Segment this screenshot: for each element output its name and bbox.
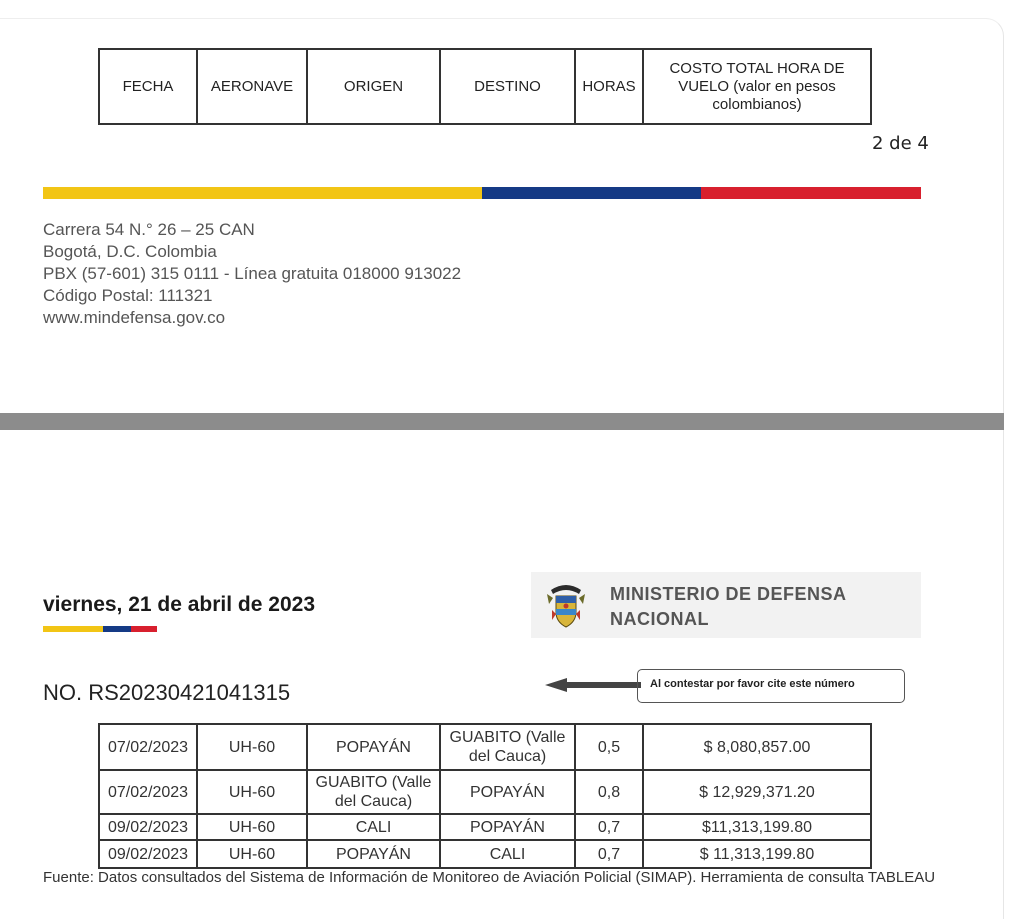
cell-horas: 0,5 <box>575 724 643 770</box>
flights-table <box>98 723 872 869</box>
col-costo: COSTO TOTAL HORA DE VUELO (valor en pesos colombianos) <box>643 49 871 124</box>
cell-fecha: 09/02/2023 <box>99 840 197 868</box>
cell-aeronave: UH-60 <box>197 724 307 770</box>
address-line: Código Postal: 111321 <box>43 286 213 305</box>
page-separator <box>0 413 1004 430</box>
ministry-header <box>531 572 921 638</box>
address-line: Carrera 54 N.° 26 – 25 CAN <box>43 220 255 239</box>
cell-horas: 0,7 <box>575 814 643 840</box>
left-arrow-icon <box>545 677 641 693</box>
cell-horas: 0,7 <box>575 840 643 868</box>
ministry-name-line: MINISTERIO DE DEFENSA <box>610 584 847 604</box>
flag-blue <box>103 626 131 632</box>
table-row <box>99 814 871 840</box>
flag-red <box>131 626 157 632</box>
website-link[interactable]: www.mindefensa.gov.co <box>43 308 226 327</box>
cell-origen: CALI <box>307 814 440 840</box>
cell-costo: $ 8,080,857.00 <box>643 724 871 770</box>
cell-fecha: 09/02/2023 <box>99 814 197 840</box>
ministry-name-line: NACIONAL <box>610 609 709 629</box>
table-row <box>99 840 871 868</box>
radicado-number: NO. RS20230421041315 <box>43 680 291 705</box>
cell-origen: POPAYÁN <box>307 840 440 868</box>
address-line: PBX (57-601) 315 0111 - Línea gratuita 018000 913022 <box>43 264 462 283</box>
mini-flag-stripe <box>43 626 157 632</box>
cite-note-box: Al contestar por favor cite este número <box>637 669 905 703</box>
col-aeronave: AERONAVE <box>197 49 307 124</box>
source-note: Fuente: Datos consultados del Sistema de Información de Monitoreo de Aviación Policial (SIMAP). Herramienta de consulta TABLEAU <box>43 869 936 886</box>
col-horas: HORAS <box>575 49 643 124</box>
flag-yellow <box>43 187 482 199</box>
cell-origen: POPAYÁN <box>307 724 440 770</box>
cell-costo: $ 11,313,199.80 <box>643 840 871 868</box>
header-row <box>99 49 871 124</box>
cell-destino: POPAYÁN <box>440 814 575 840</box>
cell-costo: $11,313,199.80 <box>643 814 871 840</box>
cell-horas: 0,8 <box>575 770 643 814</box>
cell-destino: POPAYÁN <box>440 770 575 814</box>
col-destino: DESTINO <box>440 49 575 124</box>
flag-stripe <box>43 187 921 199</box>
cell-destino: GUABITO (Valle del Cauca) <box>440 724 575 770</box>
cell-destino: CALI <box>440 840 575 868</box>
cell-fecha: 07/02/2023 <box>99 724 197 770</box>
cell-costo: $ 12,929,371.20 <box>643 770 871 814</box>
table-row <box>99 724 871 770</box>
flag-blue <box>482 187 701 199</box>
cell-aeronave: UH-60 <box>197 770 307 814</box>
cell-aeronave: UH-60 <box>197 840 307 868</box>
cell-aeronave: UH-60 <box>197 814 307 840</box>
col-origen: ORIGEN <box>307 49 440 124</box>
address-block <box>43 219 461 329</box>
col-fecha: FECHA <box>99 49 197 124</box>
cell-origen: GUABITO (Valle del Cauca) <box>307 770 440 814</box>
document-page-top <box>0 18 1004 413</box>
address-line: Bogotá, D.C. Colombia <box>43 242 217 261</box>
flag-yellow <box>43 626 103 632</box>
document-date: viernes, 21 de abril de 2023 <box>43 593 315 616</box>
cell-fecha: 07/02/2023 <box>99 770 197 814</box>
flag-red <box>701 187 921 199</box>
header-table <box>98 48 872 125</box>
ministry-name <box>610 582 847 632</box>
colombia-coat-of-arms-icon <box>543 580 589 630</box>
table-row <box>99 770 871 814</box>
page-number: 2 de 4 <box>872 133 929 154</box>
